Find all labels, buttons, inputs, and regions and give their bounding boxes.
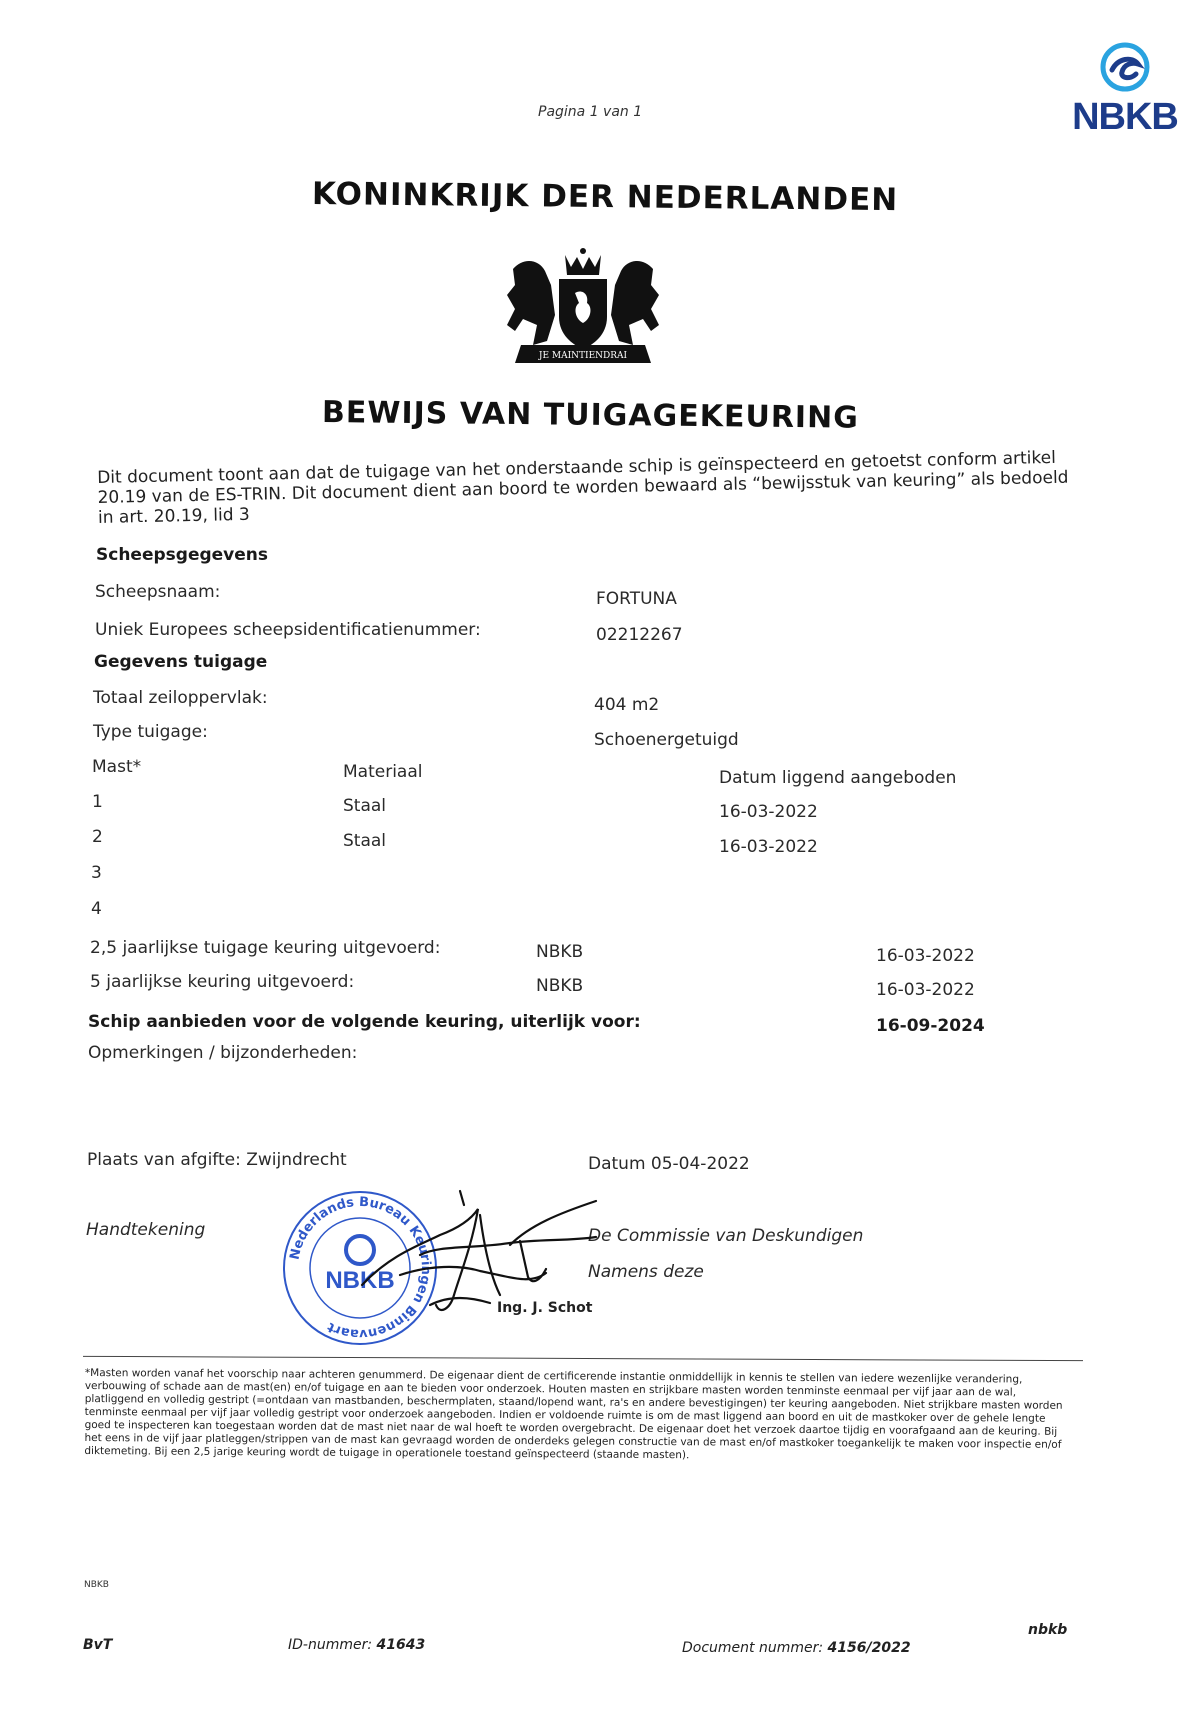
mast-material: Staal — [343, 831, 387, 851]
inspection-25-date: 16-03-2022 — [876, 946, 975, 966]
mast-number: 3 — [91, 863, 102, 883]
crest-motto: JE MAINTIENDRAI — [538, 351, 628, 361]
eni-value: 02212267 — [596, 625, 683, 645]
material-header: Materiaal — [343, 762, 423, 782]
mast-material: Staal — [343, 796, 387, 816]
mast-number: 4 — [91, 899, 102, 919]
date-header: Datum liggend aangeboden — [719, 768, 957, 788]
footnote-divider — [83, 1356, 1083, 1361]
signature-label: Handtekening — [86, 1220, 206, 1240]
inspection-5-date: 16-03-2022 — [876, 980, 975, 1000]
sail-area-value: 404 m2 — [594, 695, 660, 715]
footnote-text: *Masten worden vanaf het voorschip naar achteren genummerd. De eigenaar dient de certificerende instantie onmiddellijk in kennis te stellen van iedere wezenlijke verandering, verbouwing of schade aan de mast(en) en/of tuigage en aan te bieden voor onderzoek. Houten masten en strijkbare masten worden tenminste eenmaal per vijf jaar aan de wal, platliggend en volledig gestript (=ontdaan van mastbanden, beschermplaten, staand/lopend want, ra's en andere bevestigingen) ter keuring aangeboden. Niet strijkbare masten worden tenminste eenmaal per vijf jaar volledig gestript voor onderzoek aangeboden. Indien er voldoende ruimte is om de mast liggend aan boord en uit de mastkoker over de gehele lengte goed te inspecteren kan toegestaan worden dat de mast niet naar de wal hoeft te worden overgebracht. De eigenaar doet het verzoek daartoe tijdig en voorafgaand aan de keuring. Bij het eens in de vijf jaar platleggen/strippen van de mast kan gevraagd worden de onderdeks gelegen constructie van de mast en/of mastkoker toegankelijk te maken voor inspectie en/of diktemeting. Bij een 2,5 jarige keuring wordt de tuigage in operationele toestand geïnspecteerd (staande masten). — [84, 1367, 1063, 1462]
next-inspection-label: Schip aanbieden voor de volgende keuring, uiterlijk voor: — [88, 1012, 641, 1032]
document-title: BEWIJS VAN TUIGAGEKEURING — [321, 395, 859, 436]
footer-id-label: ID-nummer: — [288, 1637, 373, 1653]
footer-org: NBKB — [84, 1580, 109, 1590]
rig-type-value: Schoenergetuigd — [594, 730, 739, 750]
country-title: KONINKRIJK DER NEDERLANDEN — [311, 176, 899, 219]
stamp-logo-text: NBKB — [325, 1267, 395, 1294]
nbkb-wave-icon — [1100, 42, 1150, 92]
footer-doc-value: 4156/2022 — [827, 1640, 911, 1656]
ship-name-label: Scheepsnaam: — [95, 582, 221, 602]
inspection-5-label: 5 jaarlijkse keuring uitgevoerd: — [90, 972, 355, 992]
inspection-25-by: NBKB — [536, 942, 584, 962]
on-behalf-label: Namens deze — [588, 1262, 704, 1282]
footer-id-value: 41643 — [376, 1637, 426, 1653]
issue-date: Datum 05-04-2022 — [588, 1154, 750, 1174]
inspection-5-by: NBKB — [536, 976, 584, 996]
footer-initials: BvT — [83, 1637, 113, 1653]
commission-label: De Commissie van Deskundigen — [588, 1226, 864, 1246]
ship-name-value: FORTUNA — [596, 589, 677, 609]
sail-area-label: Totaal zeiloppervlak: — [93, 688, 268, 708]
footer-corner: nbkb — [1028, 1622, 1068, 1638]
mast-header: Mast* — [92, 757, 142, 777]
signer-name: Ing. J. Schot — [497, 1300, 593, 1316]
mast-date: 16-03-2022 — [719, 837, 818, 857]
mast-number: 1 — [92, 792, 103, 812]
mast-date: 16-03-2022 — [719, 802, 818, 822]
rig-type-label: Type tuigage: — [93, 722, 208, 742]
footer-doc — [682, 1640, 911, 1656]
intro-paragraph: Dit document toont aan dat de tuigage van het onderstaande schip is geïnspecteerd en getoetst conform artikel 20.19 van de ES-TRIN. Dit document dient aan boord te worden bewaard als “bewijsstuk van keuring” als bedoeld in art. 20.19, lid 3 — [97, 447, 1069, 528]
inspection-25-label: 2,5 jaarlijkse tuigage keuring uitgevoerd: — [90, 938, 441, 958]
section-ship-title: Scheepsgegevens — [96, 545, 269, 565]
footer-id — [288, 1637, 425, 1653]
nbkb-logo — [1070, 42, 1180, 139]
logo-text: NBKB — [1072, 96, 1178, 138]
eni-label: Uniek Europees scheepsidentificatienummer: — [95, 620, 481, 640]
footer-doc-label: Document nummer: — [682, 1640, 824, 1656]
royal-crest-icon — [493, 245, 673, 375]
section-rigging-title: Gegevens tuigage — [94, 652, 268, 672]
remarks-label: Opmerkingen / bijzonderheden: — [88, 1043, 358, 1063]
page-indicator: Pagina 1 van 1 — [538, 104, 643, 120]
stamp-ring-text: Nederlands Bureau Keuringen Binnenvaart — [287, 1194, 434, 1342]
next-inspection-date: 16-09-2024 — [876, 1016, 985, 1036]
issue-place: Plaats van afgifte: Zwijndrecht — [87, 1150, 347, 1170]
mast-number: 2 — [92, 827, 103, 847]
